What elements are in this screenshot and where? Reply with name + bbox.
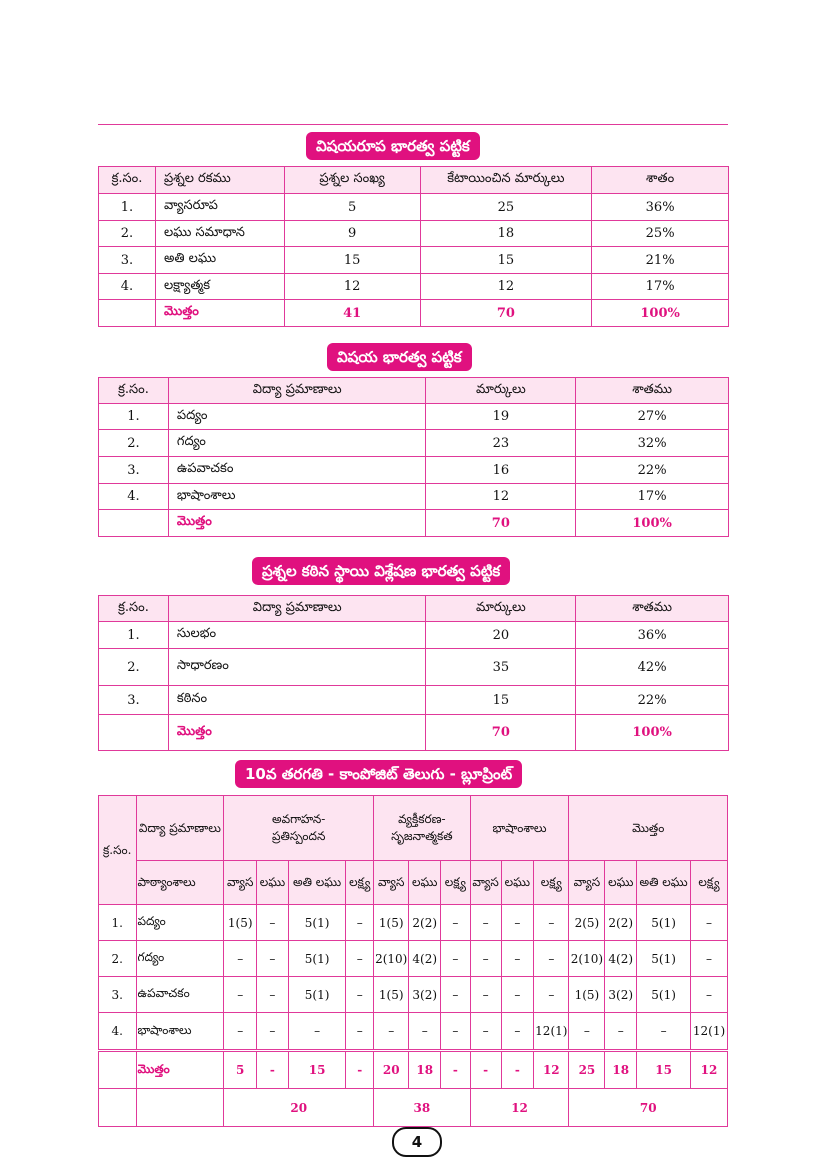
- cell: –: [470, 977, 501, 1013]
- cell: 18: [605, 1051, 637, 1089]
- header-cell: క్ర.సం.: [99, 378, 169, 404]
- table3-header: [99, 596, 729, 622]
- cell: 25: [569, 1051, 605, 1089]
- subheader-cell: లక్ష్య: [691, 861, 728, 905]
- cell: 15: [420, 247, 592, 274]
- cell: లఘు సమాధాన: [155, 221, 284, 247]
- cell: –: [501, 1013, 534, 1051]
- cell: –: [534, 905, 569, 941]
- cell: –: [374, 1013, 409, 1051]
- cell: 100%: [576, 715, 729, 751]
- group-header: భాషాంశాలు: [470, 796, 569, 861]
- cell: 4.: [99, 274, 156, 300]
- cell: 27%: [576, 404, 729, 430]
- header-cell: మార్కులు: [426, 378, 576, 404]
- cell: 22%: [576, 686, 729, 715]
- table3-total-row: [99, 715, 729, 751]
- table2: [98, 377, 729, 537]
- cell: 2(2): [409, 905, 441, 941]
- cell: –: [409, 1013, 441, 1051]
- header-cell: విద్యా ప్రమాణాలు: [168, 596, 426, 622]
- cell: 100%: [592, 300, 729, 327]
- cell: 15: [637, 1051, 691, 1089]
- group-line2: సృజనాత్మకత: [391, 829, 453, 843]
- cell: అతి లఘు: [155, 247, 284, 274]
- subheader-cell: లఘు: [501, 861, 534, 905]
- cell: –: [637, 1013, 691, 1051]
- table1-total-row: [99, 300, 729, 327]
- cell: 70: [426, 510, 576, 537]
- cell: 18: [409, 1051, 441, 1089]
- cell: ఉపవాచకం: [168, 457, 426, 484]
- table-row: [99, 404, 729, 430]
- cell: పద్యం: [168, 404, 426, 430]
- subheader-cell: లక్ష్య: [346, 861, 374, 905]
- cell: –: [501, 941, 534, 977]
- top-rule: [98, 124, 728, 125]
- table-row: [99, 622, 729, 649]
- cell: 3(2): [605, 977, 637, 1013]
- table-row: [99, 1013, 728, 1051]
- cell: 22%: [576, 457, 729, 484]
- cell: 12: [691, 1051, 728, 1089]
- cell: 2(10): [374, 941, 409, 977]
- cell: 70: [426, 715, 576, 751]
- cell: 5(1): [288, 977, 346, 1013]
- header-cell: విద్యా ప్రమాణాలు: [136, 796, 224, 861]
- cell: 2(10): [569, 941, 605, 977]
- table2-title: విషయ భారత్వ పట్టిక: [327, 343, 472, 371]
- cell: 12: [420, 274, 592, 300]
- cell: 2.: [99, 430, 169, 457]
- cell: –: [441, 1013, 471, 1051]
- cell: 1(5): [374, 977, 409, 1013]
- table-row: [99, 977, 728, 1013]
- cell: –: [346, 941, 374, 977]
- header-cell: క్ర.సం.: [99, 167, 156, 194]
- cell: 25%: [592, 221, 729, 247]
- cell: –: [346, 977, 374, 1013]
- subheader-cell: లక్ష్య: [441, 861, 471, 905]
- cell: 70: [420, 300, 592, 327]
- group-line1: వ్యక్తీకరణ-: [398, 812, 446, 826]
- cell: –: [441, 977, 471, 1013]
- cell: గద్యం: [136, 941, 224, 977]
- cell: 12: [284, 274, 420, 300]
- cell: [99, 1051, 137, 1089]
- table4-title: 10వ తరగతి - కాంపోజిట్ తెలుగు - బ్లూప్రింట్: [235, 760, 522, 788]
- cell: 21%: [592, 247, 729, 274]
- cell: –: [470, 1013, 501, 1051]
- cell: పద్యం: [136, 905, 224, 941]
- table-row: [99, 430, 729, 457]
- cell: 1(5): [224, 905, 257, 941]
- cell: సాధారణం: [168, 649, 426, 686]
- blueprint-group-header: [99, 796, 728, 861]
- table-row: [99, 274, 729, 300]
- cell: –: [470, 941, 501, 977]
- cell: 3(2): [409, 977, 441, 1013]
- cell: 5(1): [288, 905, 346, 941]
- grand-total-cell: 20: [224, 1089, 374, 1127]
- total-label: మొత్తం: [136, 1051, 224, 1089]
- total-label: మొత్తం: [155, 300, 284, 327]
- cell: –: [691, 977, 728, 1013]
- cell: 100%: [576, 510, 729, 537]
- cell: -: [470, 1051, 501, 1089]
- subheader-cell: అతి లఘు: [637, 861, 691, 905]
- cell: 2(5): [569, 905, 605, 941]
- cell: 5(1): [637, 941, 691, 977]
- cell: 5: [284, 194, 420, 221]
- cell: 5: [224, 1051, 257, 1089]
- cell: –: [534, 977, 569, 1013]
- cell: –: [501, 905, 534, 941]
- cell: 2.: [99, 941, 137, 977]
- cell: 2.: [99, 221, 156, 247]
- cell: 3.: [99, 247, 156, 274]
- cell: 5(1): [637, 977, 691, 1013]
- cell: ఉపవాచకం: [136, 977, 224, 1013]
- table-row: [99, 194, 729, 221]
- cell: 18: [420, 221, 592, 247]
- cell: [136, 1089, 224, 1127]
- grand-total-cell: 70: [569, 1089, 728, 1127]
- cell: [99, 715, 169, 751]
- cell: –: [691, 941, 728, 977]
- cell: 15: [284, 247, 420, 274]
- cell: –: [257, 941, 289, 977]
- page-number: 4: [392, 1127, 442, 1157]
- total-label: మొత్తం: [168, 715, 426, 751]
- subheader-cell: వ్యాస: [224, 861, 257, 905]
- cell: –: [569, 1013, 605, 1051]
- grand-total-cell: 38: [374, 1089, 471, 1127]
- cell: 15: [426, 686, 576, 715]
- cell: 19: [426, 404, 576, 430]
- cell: –: [224, 977, 257, 1013]
- cell: -: [346, 1051, 374, 1089]
- header-cell: శాతం: [592, 167, 729, 194]
- table2-total-row: [99, 510, 729, 537]
- subheader-cell: వ్యాస: [374, 861, 409, 905]
- header-cell: ప్రశ్నల సంఖ్య: [284, 167, 420, 194]
- group-header: [224, 796, 374, 861]
- cell: 42%: [576, 649, 729, 686]
- cell: 2.: [99, 649, 169, 686]
- table-row: [99, 457, 729, 484]
- cell: 36%: [576, 622, 729, 649]
- cell: 9: [284, 221, 420, 247]
- group-line1: అవగాహన-: [272, 812, 326, 826]
- table1-header: [99, 167, 729, 194]
- cell: 35: [426, 649, 576, 686]
- header-cell: శాతము: [576, 596, 729, 622]
- header-cell: పాఠ్యాంశాలు: [136, 861, 224, 905]
- cell: –: [288, 1013, 346, 1051]
- table-row: [99, 484, 729, 510]
- header-cell: క్ర.సం.: [99, 596, 169, 622]
- cell: -: [501, 1051, 534, 1089]
- header-cell: మార్కులు: [426, 596, 576, 622]
- subheader-cell: లక్ష్య: [534, 861, 569, 905]
- cell: –: [346, 905, 374, 941]
- cell: –: [441, 905, 471, 941]
- blueprint-table: [98, 795, 728, 1127]
- cell: కఠినం: [168, 686, 426, 715]
- group-header: మొత్తం: [569, 796, 728, 861]
- cell: –: [501, 977, 534, 1013]
- header-cell: ప్రశ్నల రకము: [155, 167, 284, 194]
- cell: 5(1): [637, 905, 691, 941]
- cell: –: [257, 977, 289, 1013]
- cell: 5(1): [288, 941, 346, 977]
- cell: 4.: [99, 484, 169, 510]
- blueprint-total-row: [99, 1051, 728, 1089]
- subheader-cell: లఘు: [257, 861, 289, 905]
- subheader-cell: వ్యాస: [569, 861, 605, 905]
- cell: సులభం: [168, 622, 426, 649]
- cell: 12(1): [534, 1013, 569, 1051]
- cell: 3.: [99, 977, 137, 1013]
- cell: [99, 510, 169, 537]
- cell: 32%: [576, 430, 729, 457]
- cell: 1(5): [374, 905, 409, 941]
- cell: 25: [420, 194, 592, 221]
- table-row: [99, 247, 729, 274]
- cell: 1.: [99, 404, 169, 430]
- grand-total-cell: 12: [470, 1089, 569, 1127]
- cell: –: [534, 941, 569, 977]
- cell: –: [224, 1013, 257, 1051]
- cell: 1.: [99, 905, 137, 941]
- cell: [99, 1089, 137, 1127]
- cell: గద్యం: [168, 430, 426, 457]
- blueprint-grand-total-row: [99, 1089, 728, 1127]
- subheader-cell: లఘు: [409, 861, 441, 905]
- cell: లక్ష్యాత్మక: [155, 274, 284, 300]
- cell: 12: [426, 484, 576, 510]
- cell: –: [257, 905, 289, 941]
- cell: 15: [288, 1051, 346, 1089]
- cell: [99, 300, 156, 327]
- cell: –: [605, 1013, 637, 1051]
- table-row: [99, 686, 729, 715]
- cell: భాషాంశాలు: [168, 484, 426, 510]
- table3: [98, 595, 729, 751]
- table-row: [99, 905, 728, 941]
- cell: 17%: [576, 484, 729, 510]
- cell: 41: [284, 300, 420, 327]
- cell: 20: [374, 1051, 409, 1089]
- cell: –: [441, 941, 471, 977]
- table-row: [99, 649, 729, 686]
- header-cell: క్ర.సం.: [99, 796, 137, 905]
- cell: 36%: [592, 194, 729, 221]
- cell: 17%: [592, 274, 729, 300]
- table1: [98, 166, 729, 327]
- cell: 23: [426, 430, 576, 457]
- total-label: మొత్తం: [168, 510, 426, 537]
- table2-header: [99, 378, 729, 404]
- cell: –: [470, 905, 501, 941]
- subheader-cell: అతి లఘు: [288, 861, 346, 905]
- group-header: [374, 796, 471, 861]
- table-row: [99, 941, 728, 977]
- group-line2: ప్రతిస్పందన: [272, 829, 326, 843]
- cell: 20: [426, 622, 576, 649]
- cell: –: [257, 1013, 289, 1051]
- cell: 4(2): [605, 941, 637, 977]
- subheader-cell: వ్యాస: [470, 861, 501, 905]
- cell: 4(2): [409, 941, 441, 977]
- cell: భాషాంశాలు: [136, 1013, 224, 1051]
- cell: 1.: [99, 194, 156, 221]
- cell: వ్యాసరూప: [155, 194, 284, 221]
- cell: –: [346, 1013, 374, 1051]
- header-cell: శాతము: [576, 378, 729, 404]
- table1-title: విషయరూప భారత్వ పట్టిక: [306, 132, 480, 160]
- cell: -: [441, 1051, 471, 1089]
- cell: 1.: [99, 622, 169, 649]
- header-cell: కేటాయించిన మార్కులు: [420, 167, 592, 194]
- cell: 3.: [99, 686, 169, 715]
- table-row: [99, 221, 729, 247]
- header-cell: విద్యా ప్రమాణాలు: [168, 378, 426, 404]
- blueprint-subheader: [99, 861, 728, 905]
- cell: 4.: [99, 1013, 137, 1051]
- cell: 12(1): [691, 1013, 728, 1051]
- cell: –: [691, 905, 728, 941]
- cell: -: [257, 1051, 289, 1089]
- cell: 12: [534, 1051, 569, 1089]
- cell: 16: [426, 457, 576, 484]
- cell: 1(5): [569, 977, 605, 1013]
- cell: 3.: [99, 457, 169, 484]
- subheader-cell: లఘు: [605, 861, 637, 905]
- table3-title: ప్రశ్నల కఠిన స్థాయి విశ్లేషణ భారత్వ పట్టిక: [252, 557, 510, 585]
- cell: –: [224, 941, 257, 977]
- cell: 2(2): [605, 905, 637, 941]
